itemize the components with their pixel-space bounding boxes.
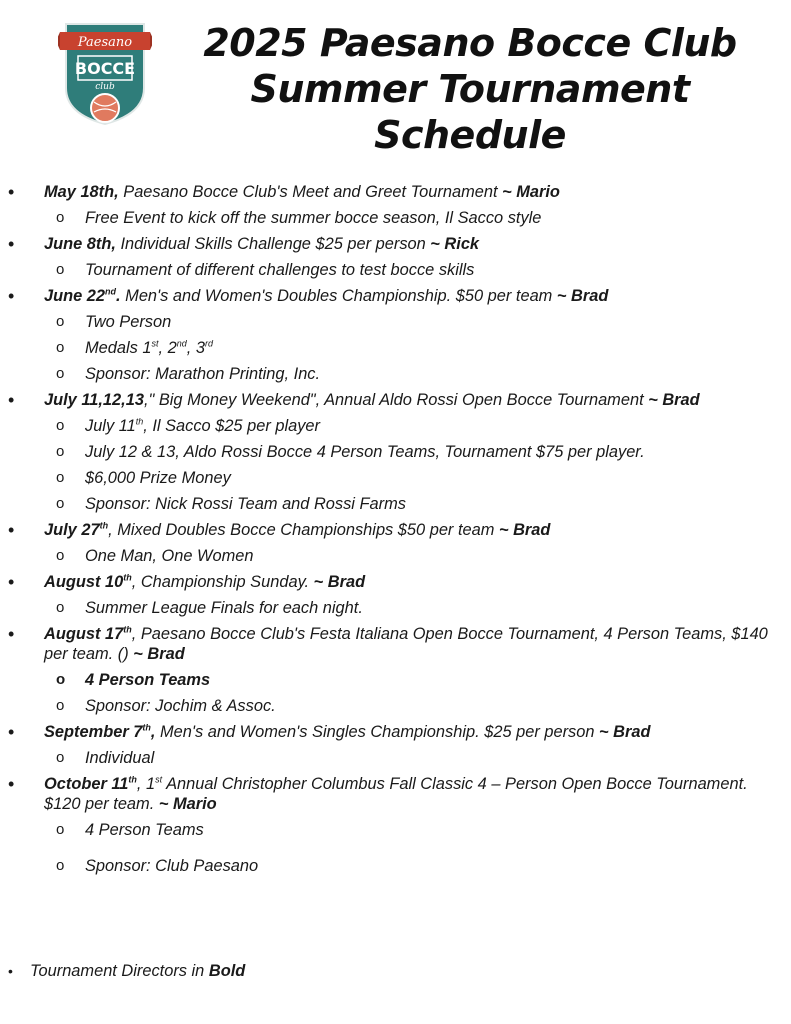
detail-text: 4 Person Teams xyxy=(85,671,211,689)
event-item xyxy=(0,722,791,768)
event-main-line xyxy=(0,520,791,540)
event-description: ," Big Money Weekend", Annual Aldo Rossi Open Bocce Tournament xyxy=(143,391,649,409)
title-line-3: Schedule xyxy=(374,113,566,157)
event-detail xyxy=(0,598,791,618)
bullet-icon: • xyxy=(8,963,13,979)
sub-bullet-icon: o xyxy=(56,821,65,838)
event-detail xyxy=(0,670,791,690)
bullet-icon: • xyxy=(8,390,15,410)
event-date: May 18th, xyxy=(44,183,119,201)
event-main-line xyxy=(0,182,791,202)
title-line-2: Summer Tournament xyxy=(250,67,690,111)
bocce-ball-icon xyxy=(91,94,119,122)
bullet-icon: • xyxy=(8,722,15,742)
event-description: Men's and Women's Singles Championship. $25 per person xyxy=(155,723,600,741)
event-director: ~ Rick xyxy=(430,235,480,253)
sub-bullet-icon: o xyxy=(56,443,65,460)
event-description: , Paesano Bocce Club's Festa Italiana Open Bocce Tournament, 4 Person Teams, $140 per team. () xyxy=(44,625,768,663)
detail-text: July 11th, Il Sacco $25 per player xyxy=(85,416,320,435)
event-item xyxy=(0,774,791,876)
event-item xyxy=(0,520,791,566)
detail-text: Individual xyxy=(85,749,155,767)
detail-text: Sponsor: Marathon Printing, Inc. xyxy=(85,365,321,383)
detail-text: Sponsor: Jochim & Assoc. xyxy=(85,697,276,715)
sub-bullet-icon: o xyxy=(56,857,65,874)
detail-text: Medals 1st, 2nd, 3rd xyxy=(85,338,214,357)
sub-bullet-icon: o xyxy=(56,469,65,486)
detail-text: Sponsor: Club Paesano xyxy=(85,857,259,875)
detail-text: Two Person xyxy=(85,313,172,331)
event-description: Individual Skills Challenge $25 per person xyxy=(115,235,431,253)
event-description: , Mixed Doubles Bocce Championships $50 per team xyxy=(108,521,499,539)
event-detail xyxy=(0,364,791,384)
logo-sub-text: club xyxy=(95,82,115,92)
event-director: ~ Brad xyxy=(556,287,609,305)
event-detail xyxy=(0,546,791,566)
event-director: ~ Brad xyxy=(648,391,700,409)
event-date: October 11th xyxy=(44,774,137,793)
event-main-line xyxy=(0,774,791,814)
event-detail xyxy=(0,468,791,488)
bullet-icon: • xyxy=(8,624,15,644)
sub-bullet-icon: o xyxy=(56,417,65,434)
sub-bullet-icon: o xyxy=(56,547,65,564)
event-detail xyxy=(0,338,791,358)
event-main-line xyxy=(0,234,791,254)
event-date: July 11,12,13 xyxy=(44,391,144,409)
footer-line xyxy=(0,961,791,981)
bullet-icon: • xyxy=(8,774,15,794)
event-main-line xyxy=(0,572,791,592)
detail-text: July 12 & 13, Aldo Rossi Bocce 4 Person Teams, Tournament $75 per player. xyxy=(85,443,645,461)
logo-main-text: BOCCE xyxy=(74,59,136,78)
event-detail xyxy=(0,494,791,514)
sub-bullet-icon: o xyxy=(56,495,65,512)
event-director: ~ Brad xyxy=(133,645,185,663)
sub-bullet-icon: o xyxy=(56,749,65,766)
event-director: ~ Mario xyxy=(502,183,560,201)
event-item xyxy=(0,390,791,514)
event-detail xyxy=(0,748,791,768)
bullet-icon: • xyxy=(8,572,15,592)
bullet-icon: • xyxy=(8,520,15,540)
event-detail xyxy=(0,416,791,436)
detail-text: 4 Person Teams xyxy=(85,821,204,839)
event-main-line xyxy=(0,624,791,664)
event-date: July 27th xyxy=(44,520,109,539)
event-detail xyxy=(0,260,791,280)
event-description: , 1st Annual Christopher Columbus Fall Classic 4 – Person Open Bocce Tournament. $120 per team. xyxy=(44,774,748,813)
sub-bullet-icon: o xyxy=(56,261,65,278)
footer-text: Tournament Directors in xyxy=(30,962,209,980)
footer-note xyxy=(0,961,791,981)
event-detail xyxy=(0,856,791,876)
event-date: August 17th xyxy=(44,624,132,643)
event-director: ~ Brad xyxy=(498,521,551,539)
event-item xyxy=(0,572,791,618)
logo-top-text: Paesano xyxy=(77,35,133,50)
detail-text: Tournament of different challenges to test bocce skills xyxy=(85,261,475,279)
event-main-line xyxy=(0,722,791,742)
event-description: Paesano Bocce Club's Meet and Greet Tournament xyxy=(118,183,503,201)
sub-bullet-icon: o xyxy=(56,671,66,688)
sub-bullet-icon: o xyxy=(56,599,65,616)
event-main-line xyxy=(0,286,791,306)
event-date: August 10th xyxy=(44,572,132,591)
sub-bullet-icon: o xyxy=(56,209,65,226)
detail-text: One Man, One Women xyxy=(85,547,254,565)
event-director: ~ Mario xyxy=(158,795,217,813)
event-detail xyxy=(0,696,791,716)
event-detail xyxy=(0,820,791,840)
event-detail xyxy=(0,208,791,228)
event-list xyxy=(0,182,791,882)
detail-text: Sponsor: Nick Rossi Team and Rossi Farms xyxy=(85,495,406,513)
bullet-icon: • xyxy=(8,286,15,306)
event-item xyxy=(0,234,791,280)
detail-text: $6,000 Prize Money xyxy=(85,469,231,487)
event-description: , Championship Sunday. xyxy=(131,573,314,591)
header xyxy=(0,0,791,180)
footer-bold-text: Bold xyxy=(208,962,246,980)
event-item xyxy=(0,182,791,228)
sub-bullet-icon: o xyxy=(56,339,65,356)
sub-bullet-icon: o xyxy=(56,697,65,714)
event-detail xyxy=(0,442,791,462)
bullet-icon: • xyxy=(8,234,15,254)
page-title xyxy=(160,20,780,158)
title-line-1: 2025 Paesano Bocce Club xyxy=(203,21,737,65)
event-director: ~ Brad xyxy=(599,723,651,741)
event-description: Men's and Women's Doubles Championship. $50 per team xyxy=(120,287,557,305)
bullet-icon: • xyxy=(8,182,15,202)
detail-text: Free Event to kick off the summer bocce season, Il Sacco style xyxy=(85,209,542,227)
event-date: June 22nd. xyxy=(44,286,121,305)
sub-bullet-icon: o xyxy=(56,365,65,382)
detail-text: Summer League Finals for each night. xyxy=(85,599,363,617)
event-director: ~ Brad xyxy=(313,573,366,591)
sub-bullet-icon: o xyxy=(56,313,65,330)
paesano-bocce-logo xyxy=(58,18,152,126)
event-item xyxy=(0,624,791,716)
event-date: June 8th, xyxy=(44,235,116,253)
event-main-line xyxy=(0,390,791,410)
event-item xyxy=(0,286,791,384)
event-date: September 7th, xyxy=(44,722,156,741)
event-detail xyxy=(0,312,791,332)
